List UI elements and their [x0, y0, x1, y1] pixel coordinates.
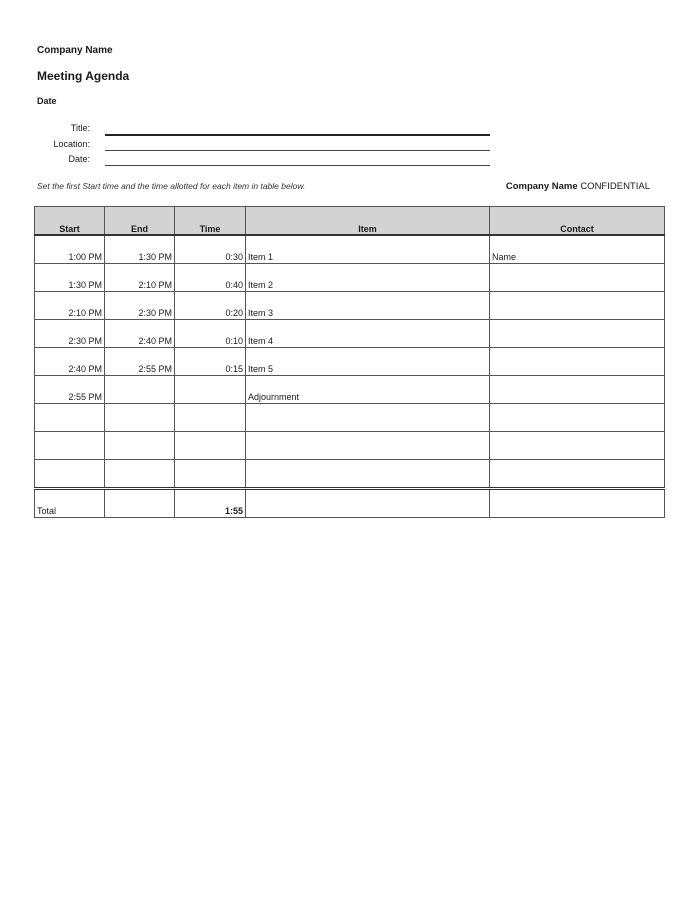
table-row: [35, 432, 665, 460]
total-label: Total: [35, 489, 105, 518]
time-cell[interactable]: 0:15: [175, 348, 246, 376]
table-row: [35, 235, 665, 264]
contact-cell[interactable]: [490, 292, 665, 320]
end-cell[interactable]: 2:30 PM: [105, 292, 175, 320]
item-cell[interactable]: [246, 460, 490, 489]
instructions-text: Set the first Start time and the time allotted for each item in table below.: [37, 181, 306, 191]
contact-cell[interactable]: [490, 348, 665, 376]
title-field-line[interactable]: [105, 134, 490, 136]
item-cell[interactable]: [246, 432, 490, 460]
item-cell[interactable]: Item 2: [246, 264, 490, 292]
item-cell[interactable]: Item 5: [246, 348, 490, 376]
date-field-line[interactable]: [105, 165, 490, 166]
end-cell[interactable]: [105, 376, 175, 404]
total-end-cell[interactable]: [105, 489, 175, 518]
column-header-end: End: [105, 207, 175, 236]
contact-cell[interactable]: [490, 376, 665, 404]
start-cell[interactable]: [35, 404, 105, 432]
time-cell[interactable]: [175, 376, 246, 404]
confidential-notice: [506, 181, 650, 192]
time-cell[interactable]: [175, 460, 246, 489]
title-field-label: Title:: [70, 123, 90, 133]
agenda-table: [34, 206, 665, 518]
time-cell[interactable]: 0:30: [175, 235, 246, 264]
document-title: Meeting Agenda: [37, 69, 130, 83]
start-cell[interactable]: [35, 432, 105, 460]
table-row: [35, 376, 665, 404]
time-cell[interactable]: 0:40: [175, 264, 246, 292]
table-header-row: [35, 207, 665, 236]
contact-cell[interactable]: [490, 432, 665, 460]
time-cell[interactable]: [175, 432, 246, 460]
column-header-time: Time: [175, 207, 246, 236]
end-cell[interactable]: [105, 460, 175, 489]
column-header-start: Start: [35, 207, 105, 236]
end-cell[interactable]: 2:10 PM: [105, 264, 175, 292]
location-field-line[interactable]: [105, 150, 490, 151]
end-cell[interactable]: 2:55 PM: [105, 348, 175, 376]
total-item-cell[interactable]: [246, 489, 490, 518]
start-cell[interactable]: 2:55 PM: [35, 376, 105, 404]
time-cell[interactable]: [175, 404, 246, 432]
contact-cell[interactable]: [490, 404, 665, 432]
start-cell[interactable]: 2:30 PM: [35, 320, 105, 348]
start-cell[interactable]: 2:10 PM: [35, 292, 105, 320]
document-date: Date: [37, 96, 57, 106]
item-cell[interactable]: Item 3: [246, 292, 490, 320]
column-header-item: Item: [246, 207, 490, 236]
start-cell[interactable]: 1:30 PM: [35, 264, 105, 292]
table-row: [35, 460, 665, 489]
table-row: [35, 320, 665, 348]
total-contact-cell[interactable]: [490, 489, 665, 518]
total-time: 1:55: [175, 489, 246, 518]
contact-cell[interactable]: [490, 460, 665, 489]
item-cell[interactable]: Item 1: [246, 235, 490, 264]
end-cell[interactable]: 2:40 PM: [105, 320, 175, 348]
company-name: Company Name: [37, 45, 113, 56]
end-cell[interactable]: 1:30 PM: [105, 235, 175, 264]
contact-cell[interactable]: [490, 320, 665, 348]
time-cell[interactable]: 0:10: [175, 320, 246, 348]
table-row: [35, 264, 665, 292]
item-cell[interactable]: Adjournment: [246, 376, 490, 404]
start-cell[interactable]: [35, 460, 105, 489]
table-row: [35, 404, 665, 432]
location-field-label: Location:: [53, 139, 90, 149]
table-row: [35, 292, 665, 320]
contact-cell[interactable]: [490, 264, 665, 292]
table-row: [35, 348, 665, 376]
time-cell[interactable]: 0:20: [175, 292, 246, 320]
start-cell[interactable]: 1:00 PM: [35, 235, 105, 264]
column-header-contact: Contact: [490, 207, 665, 236]
date-field-label: Date:: [68, 154, 90, 164]
end-cell[interactable]: [105, 404, 175, 432]
end-cell[interactable]: [105, 432, 175, 460]
item-cell[interactable]: [246, 404, 490, 432]
start-cell[interactable]: 2:40 PM: [35, 348, 105, 376]
confidential-company: Company Name: [505, 181, 578, 192]
item-cell[interactable]: Item 4: [246, 320, 490, 348]
contact-cell[interactable]: Name: [490, 235, 665, 264]
confidential-label: CONFIDENTIAL: [580, 181, 650, 192]
total-row: [35, 489, 665, 518]
